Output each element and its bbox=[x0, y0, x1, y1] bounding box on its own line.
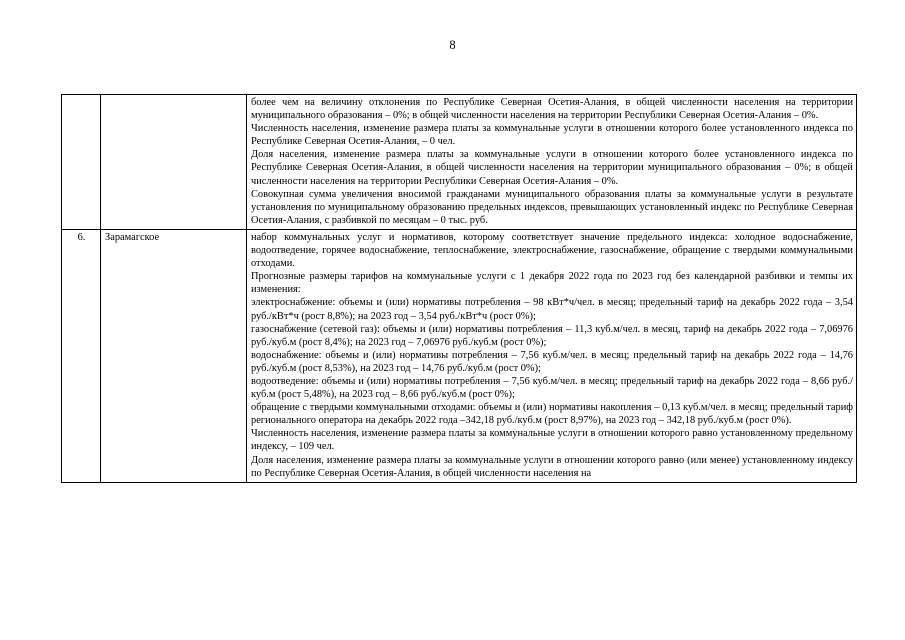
paragraph: обращение с твердыми коммунальными отходами: объемы и (или) нормативы накопления – 0,13 куб.м/чел. в месяц; предельный тариф регионального оператора на декабрь 2022 года –342,18 руб./куб.м (рост 8,97%), на 2023 год – 342,18 руб./куб.м (рост 0%). bbox=[251, 402, 853, 427]
paragraph: Доля населения, изменение размера платы за коммунальные услуги в отношении которого более установленного индекса по Республике Северная Осетия-Алания, в общей численности населения на территории муниципального образования – 0%; в общей численности населения на территории Республики Северная Осетия-Алания – 0%. bbox=[251, 149, 853, 187]
page-number: 8 bbox=[449, 38, 456, 52]
paragraph: Численность населения, изменение размера платы за коммунальные услуги в отношении которого более установленного индекса по Республике Северная Осетия-Алания, – 0 чел. bbox=[251, 123, 853, 148]
description-cell bbox=[247, 229, 857, 482]
municipality-name-cell bbox=[101, 95, 247, 230]
municipality-name-cell: Зарамагское bbox=[101, 229, 247, 482]
row-number-cell: 6. bbox=[62, 229, 101, 482]
description-cell bbox=[247, 95, 857, 230]
paragraph: Доля населения, изменение размера платы за коммунальные услуги в отношении которого равно (или менее) установленному индексу по Республике Северная Осетия-Алания, в общей численности населения на bbox=[251, 454, 853, 479]
tariff-table bbox=[61, 94, 857, 483]
paragraph: водоснабжение: объемы и (или) нормативы потребления – 7,56 куб.м/чел. в месяц; предельный тариф на декабрь 2022 года – 14,76 руб./куб.м (рост 8,53%), на 2023 год – 14,76 руб./куб.м (рост 0%); bbox=[251, 349, 853, 374]
row-number-cell bbox=[62, 95, 101, 230]
table-row bbox=[62, 95, 857, 230]
paragraph: газоснабжение (сетевой газ): объемы и (или) нормативы потребления – 11,3 куб.м/чел. в месяц, тариф на декабрь 2022 года – 7,06976 руб./куб.м (рост 8,4%); на 2023 год – 7,06976 руб./куб.м (рост 0%); bbox=[251, 323, 853, 348]
paragraph: Совокупная сумма увеличения вносимой гражданами муниципального образования платы за коммунальные услуги в результате установления по муниципальному образованию предельных индексов, превышающих установленный индекс по Республике Северная Осетия-Алания, с разбивкой по месяцам – 0 тыс. руб. bbox=[251, 188, 853, 226]
paragraph: более чем на величину отклонения по Республике Северная Осетия-Алания, в общей численности населения на территории муниципального образования – 0%; в общей численности населения на территории Республики Северная Осетия-Алания – 0%. bbox=[251, 97, 853, 122]
paragraph: электроснабжение: объемы и (или) нормативы потребления – 98 кВт*ч/чел. в месяц; предельный тариф на декабрь 2022 года – 3,54 руб./кВт*ч (рост 8,8%); на 2023 год – 3,54 руб./кВт*ч (рост 0%); bbox=[251, 297, 853, 322]
paragraph: Прогнозные размеры тарифов на коммунальные услуги с 1 декабря 2022 года по 2023 год без календарной разбивки и темпы их изменения: bbox=[251, 271, 853, 296]
paragraph: набор коммунальных услуг и нормативов, которому соответствует значение предельного индекса: холодное водоснабжение, водоотведение, горячее водоснабжение, теплоснабжение, электроснабжение, газоснабжение, обращение с твердыми коммунальными отходами. bbox=[251, 231, 853, 270]
table-row bbox=[62, 229, 857, 482]
paragraph: водоотведение: объемы и (или) нормативы потребления – 7,56 куб.м/чел. в месяц; предельный тариф на декабрь 2022 года – 8,66 руб./куб.м (рост 5,48%), на 2023 год – 8,66 руб./куб.м (рост 0%); bbox=[251, 375, 853, 401]
paragraph: Численность населения, изменение размера платы за коммунальные услуги в отношении которого равно установленному предельному индексу, – 109 чел. bbox=[251, 428, 853, 453]
